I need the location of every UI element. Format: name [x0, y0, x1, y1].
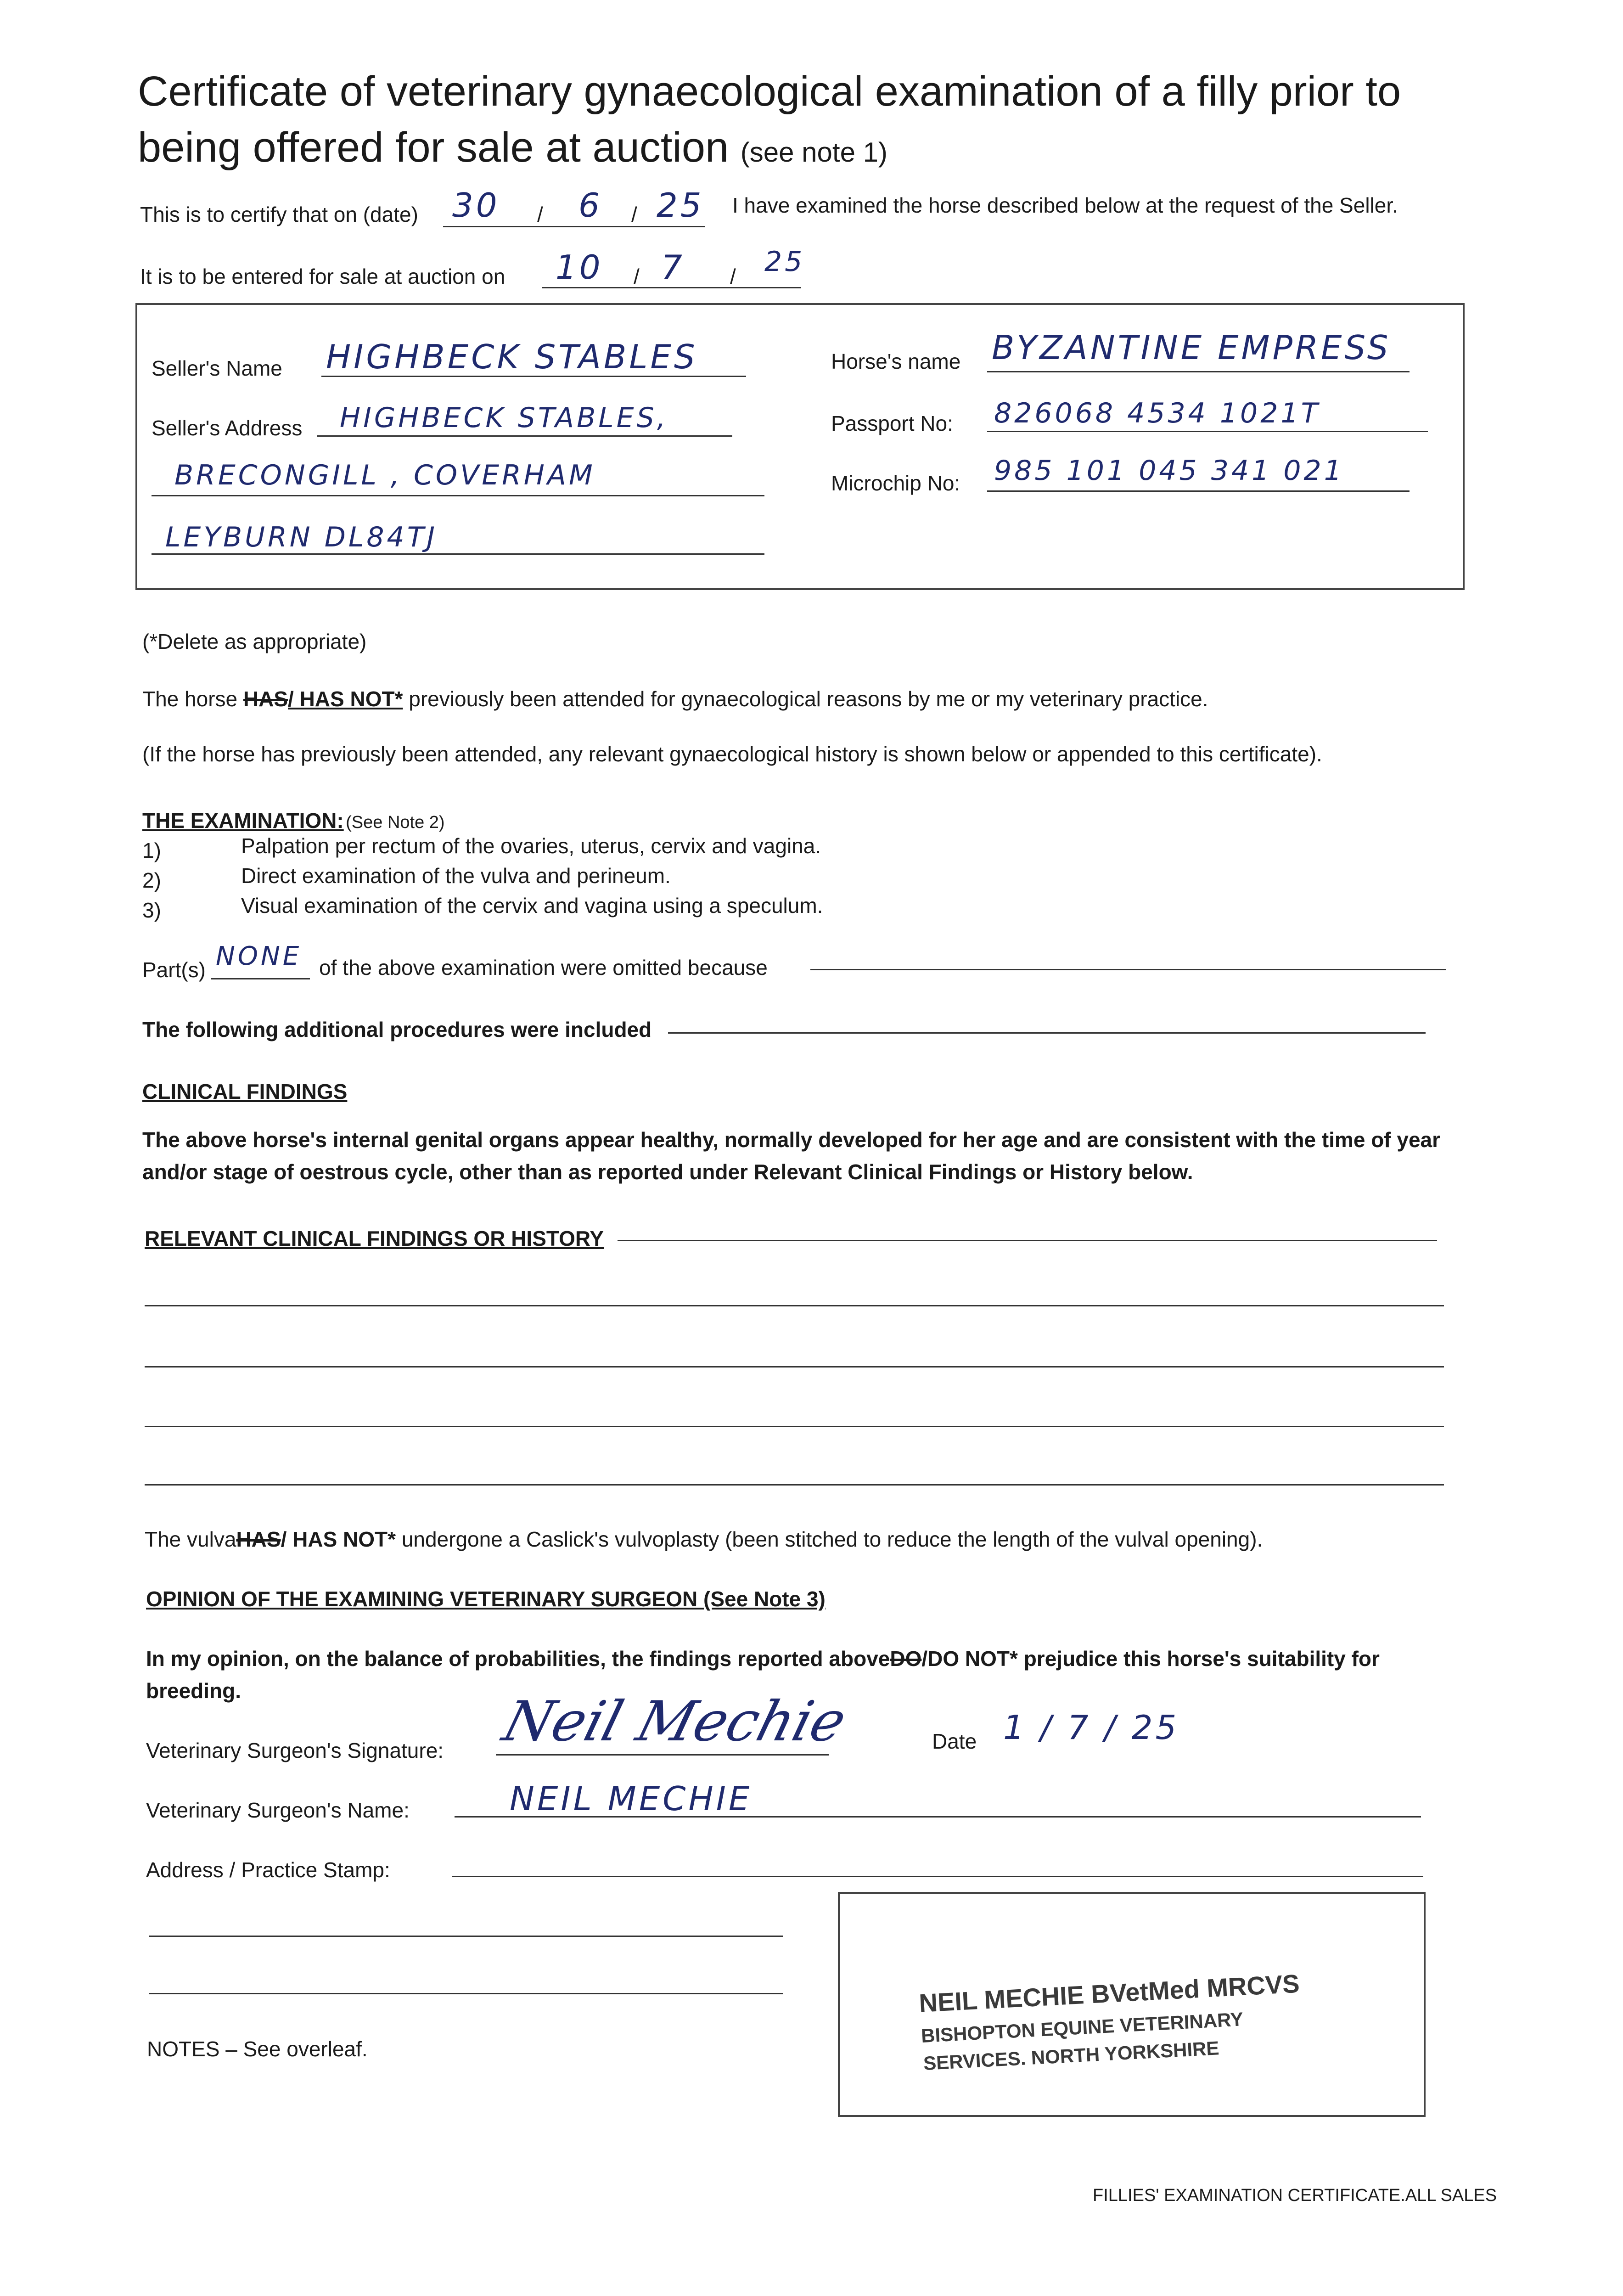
opinion-do-not: /DO NOT* [921, 1647, 1018, 1671]
sale-date-underline [542, 287, 801, 288]
omitted-underline [211, 978, 310, 979]
attended-prefix: The horse [142, 687, 238, 711]
clinical-text-line2: and/or stage of oestrous cycle, other than as reported under Relevant Clinical Findings or History below. [142, 1160, 1193, 1184]
seller-address-line2[interactable]: BRECONGILL , COVERHAM [174, 459, 595, 491]
microchip-value[interactable]: 985 101 045 341 021 [994, 455, 1344, 487]
notes-label: NOTES – See overleaf. [147, 2037, 368, 2061]
address-stamp-label: Address / Practice Stamp: [146, 1858, 390, 1882]
exam-item-2-text: Direct examination of the vulva and perineum. [241, 864, 671, 888]
attended-has-not: / HAS NOT* [288, 687, 403, 711]
passport-label: Passport No: [831, 411, 953, 435]
vulva-has-not: / HAS NOT* [281, 1527, 396, 1551]
surgeon-name-underline [455, 1816, 1421, 1818]
seller-address-underline-1 [317, 435, 732, 437]
exam-item-2-num: 2) [142, 868, 161, 892]
relevant-line-3 [145, 1426, 1444, 1427]
microchip-label: Microchip No: [831, 471, 960, 495]
passport-underline [987, 431, 1428, 432]
microchip-underline [987, 490, 1410, 492]
footer-label: FILLIES' EXAMINATION CERTIFICATE.ALL SALES [1093, 2186, 1497, 2205]
additional-procedures-label: The following additional procedures were included [142, 1018, 652, 1041]
certify-prefix: This is to certify that on (date) [140, 203, 418, 226]
sale-prefix: It is to be entered for sale at auction on [140, 264, 505, 288]
seller-address-line1[interactable]: HIGHBECK STABLES, [340, 402, 668, 434]
horse-name-underline [987, 371, 1410, 372]
signature-label: Veterinary Surgeon's Signature: [146, 1739, 444, 1762]
surgeon-name-label: Veterinary Surgeon's Name: [146, 1798, 410, 1822]
relevant-line-0 [618, 1240, 1437, 1241]
opinion-suffix: prejudice this horse's suitability for [1023, 1647, 1380, 1671]
seller-name-underline [321, 376, 746, 377]
address-line-2 [149, 1936, 783, 1937]
exam-item-3-text: Visual examination of the cervix and vagina using a speculum. [241, 894, 823, 917]
examination-note: (See Note 2) [346, 813, 445, 832]
page-title-text: being offered for sale at auction [138, 124, 729, 171]
date-sep-1: / [537, 203, 543, 226]
practice-stamp-line2: BISHOPTON EQUINE VETERINARY [921, 2008, 1244, 2047]
delete-note: (*Delete as appropriate) [142, 630, 367, 653]
examination-title: THE EXAMINATION: [142, 809, 344, 833]
opinion-text-line2: breeding. [146, 1679, 241, 1703]
vulva-line [145, 1527, 1263, 1552]
relevant-line-1 [145, 1305, 1444, 1306]
exam-item-1-text: Palpation per rectum of the ovaries, uterus, cervix and vagina. [241, 834, 821, 858]
seller-address-line3[interactable]: LEYBURN DL84TJ [165, 521, 438, 553]
practice-stamp-line3: SERVICES. NORTH YORKSHIRE [923, 2037, 1220, 2074]
passport-value[interactable]: 826068 4534 1021T [994, 397, 1321, 429]
omitted-prefix: Part(s) [142, 958, 206, 982]
exam-item-3-num: 3) [142, 898, 161, 922]
attended-has-struck: HAS [243, 687, 288, 711]
horse-name-label: Horse's name [831, 349, 961, 373]
exam-date-year[interactable]: 25 [657, 186, 704, 225]
address-line-1 [452, 1876, 1423, 1877]
exam-date-day[interactable]: 30 [452, 186, 500, 225]
sale-sep-2: / [730, 264, 736, 288]
page-title-line2 [138, 120, 887, 180]
sale-date-day[interactable]: 10 [556, 248, 603, 287]
address-line-3 [149, 1993, 783, 1994]
exam-item-1-num: 1) [142, 838, 161, 862]
sale-date-year[interactable]: 25 [764, 246, 805, 278]
seller-name-value[interactable]: HIGHBECK STABLES [326, 338, 698, 376]
exam-date-month[interactable]: 6 [578, 186, 602, 225]
vulva-prefix: The vulva [145, 1527, 236, 1551]
page-title-line1: Certificate of veterinary gynaecological examination of a filly prior to [138, 68, 1401, 115]
additional-procedures-line [668, 1032, 1426, 1034]
exam-date-underline [443, 226, 705, 227]
relevant-findings-heading: RELEVANT CLINICAL FINDINGS OR HISTORY [145, 1227, 604, 1250]
omitted-suffix: of the above examination were omitted because [319, 956, 768, 979]
relevant-line-4 [145, 1484, 1444, 1486]
vulva-suffix: undergone a Caslick's vulvoplasty (been stitched to reduce the length of the vulval opening). [401, 1527, 1263, 1551]
attended-line [142, 687, 1208, 711]
sale-date-month[interactable]: 7 [661, 248, 685, 287]
seller-name-label: Seller's Name [152, 356, 282, 380]
clinical-heading: CLINICAL FINDINGS [142, 1080, 348, 1103]
seller-address-label: Seller's Address [152, 416, 303, 440]
attended-suffix: previously been attended for gynaecological reasons by me or my veterinary practice. [409, 687, 1208, 711]
omitted-reason-line [810, 969, 1446, 970]
certify-suffix: I have examined the horse described below at the request of the Seller. [732, 193, 1398, 217]
examination-heading [142, 808, 445, 833]
date-label: Date [932, 1729, 977, 1753]
opinion-text-line1 [146, 1646, 1380, 1671]
surgeon-name-value[interactable]: NEIL MECHIE [510, 1779, 753, 1818]
opinion-heading: OPINION OF THE EXAMINING VETERINARY SURGEON (See Note 3) [146, 1587, 826, 1611]
seller-address-underline-3 [152, 553, 764, 555]
signature-value[interactable]: Neil Mechie [496, 1690, 853, 1754]
title-note: (see note 1) [740, 137, 887, 168]
horse-name-value[interactable]: BYZANTINE EMPRESS [992, 328, 1391, 367]
opinion-prefix: In my opinion, on the balance of probabilities, the findings reported above [146, 1647, 890, 1671]
history-note: (If the horse has previously been attended, any relevant gynaecological history is shown below or appended to this certificate). [142, 742, 1322, 766]
signature-underline [496, 1754, 829, 1756]
seller-address-underline-2 [152, 495, 764, 496]
sale-sep-1: / [634, 264, 640, 288]
clinical-text-line1: The above horse's internal genital organs appear healthy, normally developed for her age and are consistent with the time of year [142, 1128, 1441, 1152]
vulva-has-struck: HAS [236, 1527, 281, 1551]
practice-stamp-line1: NEIL MECHIE BVetMed MRCVS [918, 1969, 1300, 2018]
opinion-do-struck: DO [890, 1647, 922, 1671]
relevant-line-2 [145, 1366, 1444, 1367]
signature-date-value[interactable]: 1 / 7 / 25 [1003, 1708, 1179, 1747]
omitted-value[interactable]: NONE [216, 941, 302, 971]
date-sep-2: / [631, 203, 637, 226]
